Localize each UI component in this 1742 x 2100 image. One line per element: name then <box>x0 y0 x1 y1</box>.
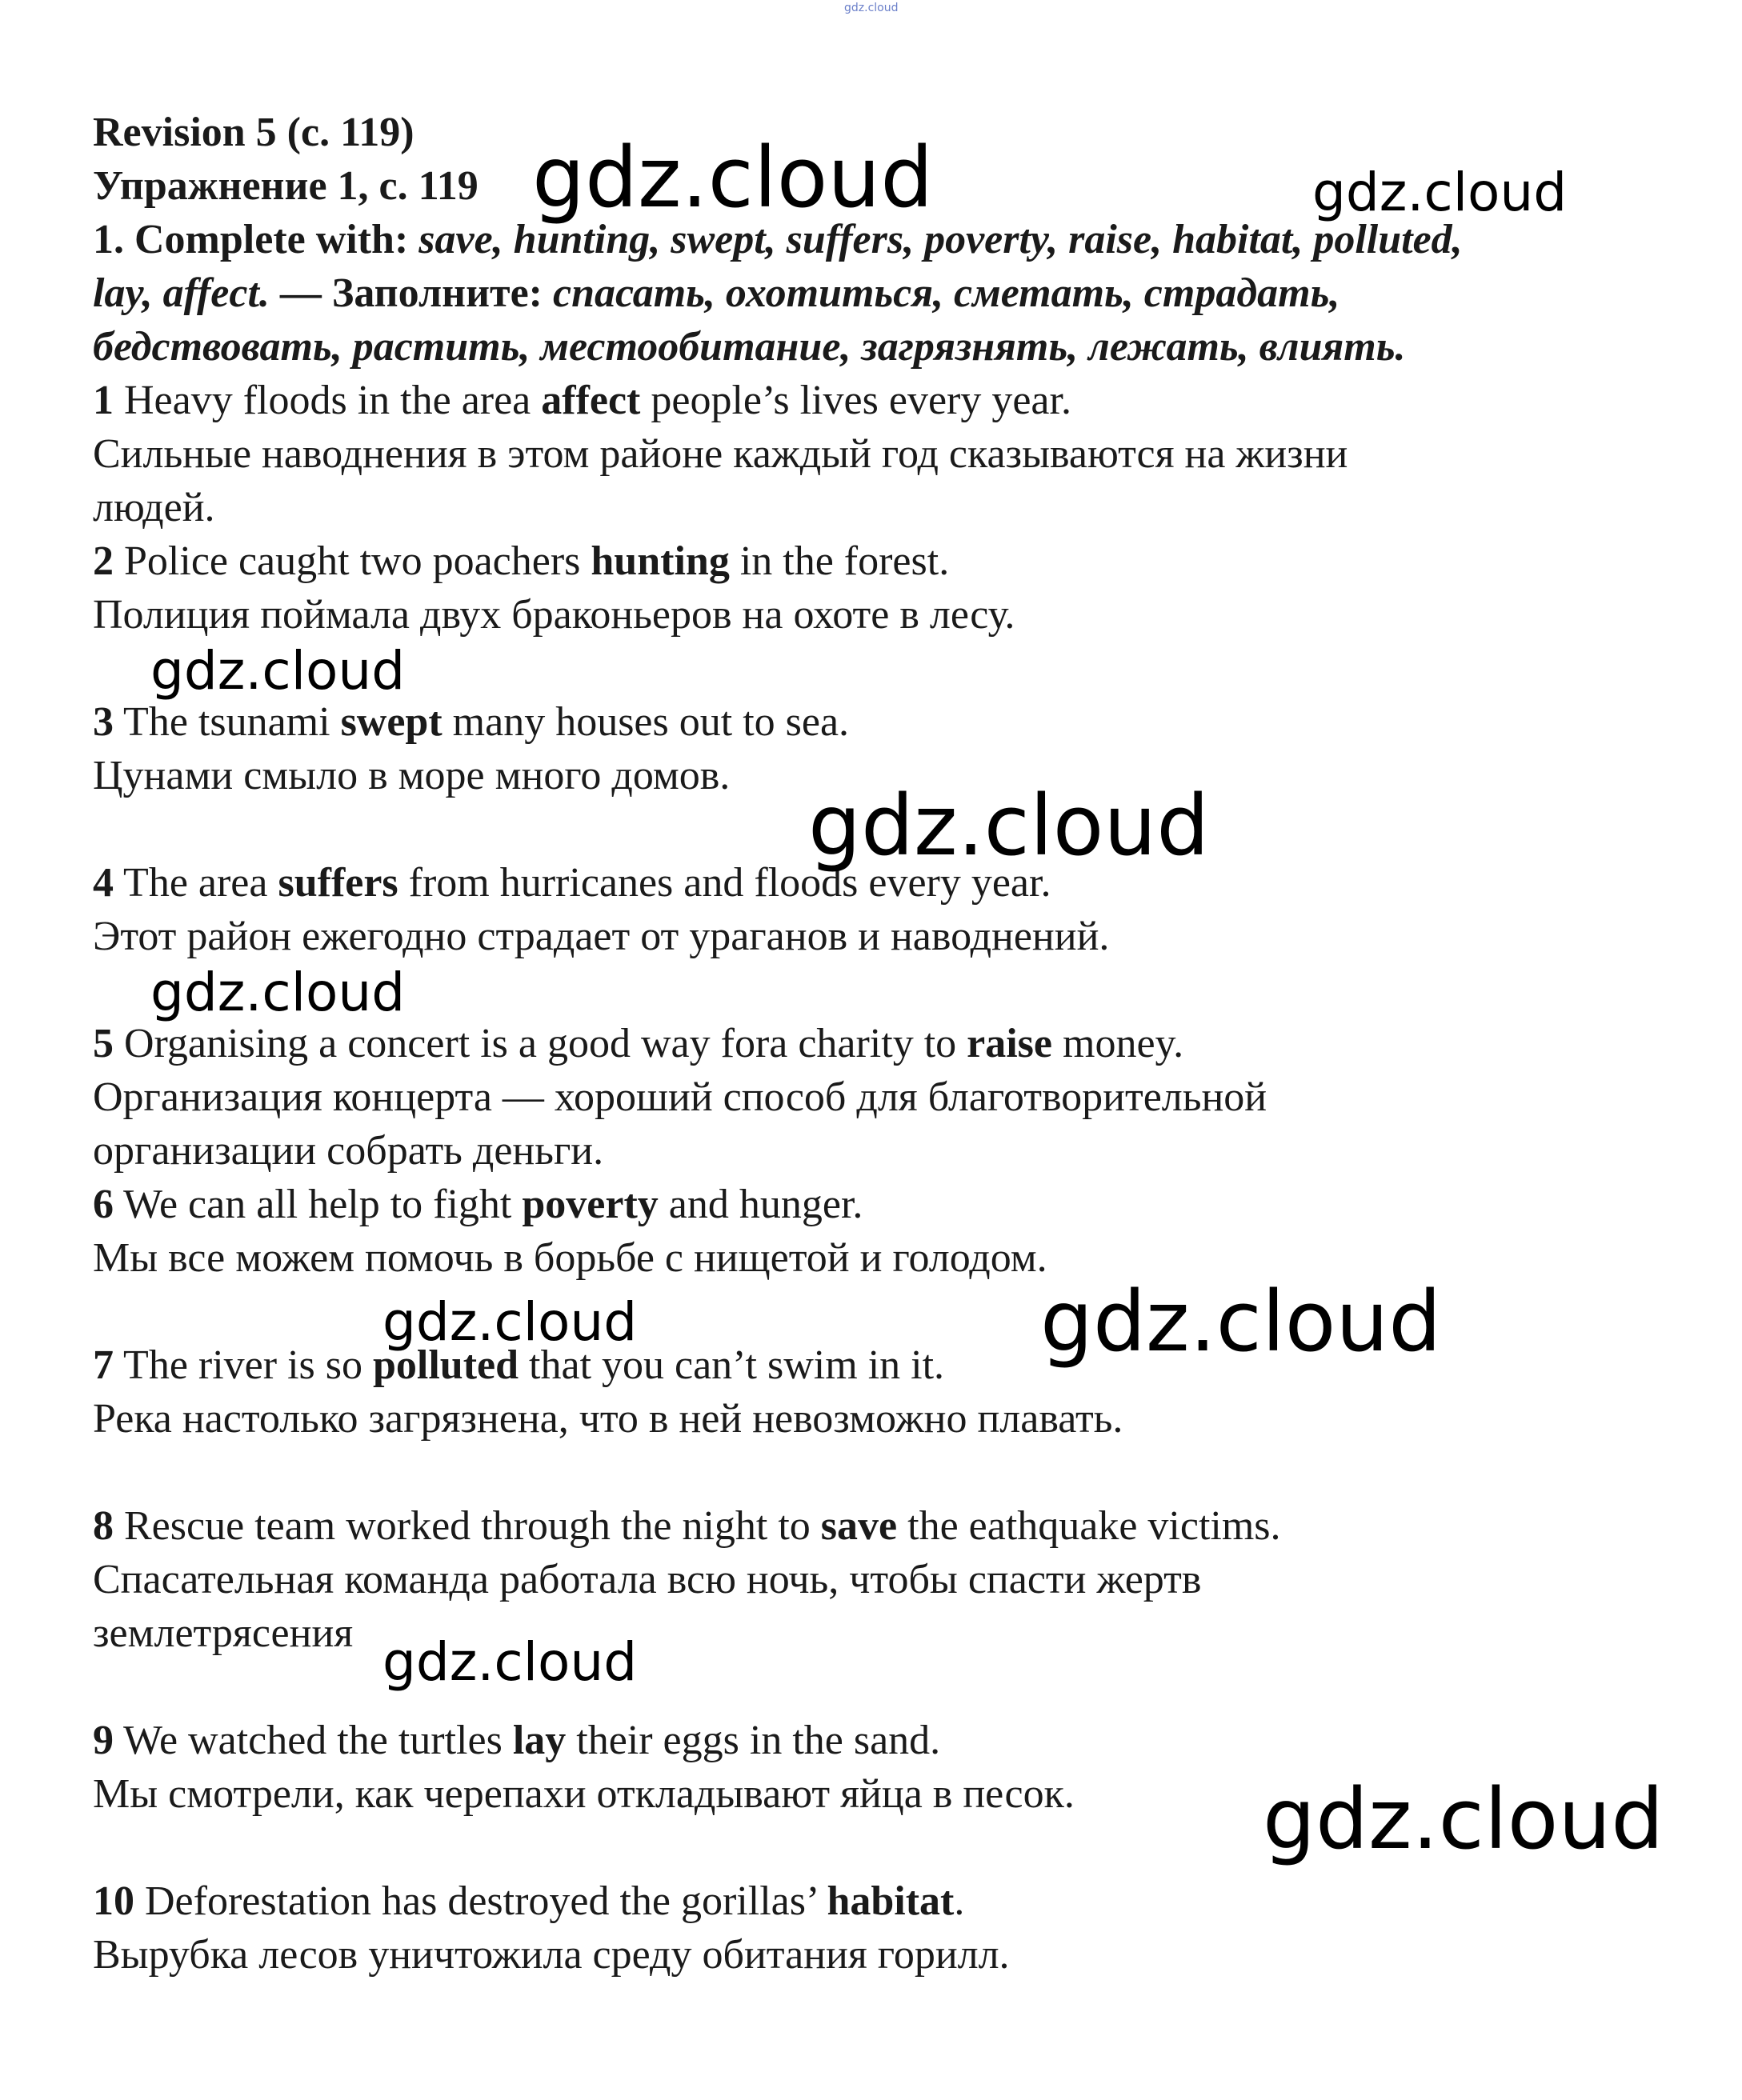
watermark: gdz.cloud <box>532 129 934 226</box>
item-text: their eggs in the sand. <box>566 1718 941 1763</box>
watermark: gdz.cloud <box>808 777 1210 874</box>
watermark: gdz.cloud <box>382 1631 638 1693</box>
item-text: from hurricanes and floods every year. <box>398 860 1051 906</box>
task-words: save, hunting, swept, suffers, poverty, raise, habitat, polluted, <box>418 217 1463 262</box>
watermark: gdz.cloud <box>150 640 406 702</box>
task-lead: 1. Complete with: <box>93 217 419 262</box>
item-en <box>93 1499 1677 1553</box>
item-number: 8 <box>93 1503 114 1549</box>
answer-word: affect <box>541 378 641 423</box>
watermark: gdz.cloud <box>1312 162 1568 223</box>
item-ru: Этот район ежегодно страдает от ураганов и наводнений. <box>93 914 1110 959</box>
item-en <box>93 695 1677 749</box>
item-text: and hunger. <box>658 1182 863 1227</box>
item-number: 7 <box>93 1342 114 1388</box>
item-ru: Спасательная команда работала всю ночь, чтобы спасти жертв <box>93 1557 1202 1602</box>
item-en <box>93 1874 1677 1928</box>
item-en <box>93 1017 1677 1070</box>
item-number: 2 <box>93 538 114 584</box>
document-title: Revision 5 (с. 119) <box>93 110 414 155</box>
document-body <box>93 106 1677 1982</box>
item-text: The river is so <box>114 1342 373 1388</box>
item-text: money. <box>1052 1021 1184 1066</box>
item-number: 4 <box>93 860 114 906</box>
item-ru: Река настолько загрязнена, что в ней невозможно плавать. <box>93 1396 1123 1442</box>
item-text: that you can’t swim in it. <box>519 1342 945 1388</box>
answer-word: raise <box>967 1021 1052 1066</box>
watermark: gdz.cloud <box>1263 1770 1664 1868</box>
item-text: Deforestation has destroyed the gorillas’ <box>134 1878 827 1924</box>
task-ru-lead: — Заполните: <box>269 270 553 316</box>
item-ru: Организация концерта — хороший способ для благотворительной <box>93 1074 1267 1120</box>
item-ru: Мы смотрели, как черепахи откладывают яйца в песок. <box>93 1771 1075 1817</box>
watermark: gdz.cloud <box>150 962 406 1023</box>
answer-word: polluted <box>372 1342 519 1388</box>
answer-word: poverty <box>522 1182 659 1227</box>
item-number: 1 <box>93 378 114 423</box>
answer-word: hunting <box>591 538 730 584</box>
item-ru: Цунами смыло в море много домов. <box>93 753 731 798</box>
exercise-heading: Упражнение 1, с. 119 <box>93 163 479 209</box>
task-ru-words-cont: бедствовать, растить, местообитание, загрязнять, лежать, влиять. <box>93 324 1406 370</box>
item-ru: людей. <box>93 485 215 530</box>
item-text: The area <box>114 860 278 906</box>
item-ru: Сильные наводнения в этом районе каждый год сказываются на жизни <box>93 431 1348 477</box>
answer-word: habitat <box>827 1878 955 1924</box>
item-number: 5 <box>93 1021 114 1066</box>
item-text: The tsunami <box>114 699 341 745</box>
answer-word: save <box>820 1503 898 1549</box>
answer-word: lay <box>512 1718 567 1763</box>
item-ru: Вырубка лесов уничтожила среду обитания горилл. <box>93 1932 1010 1978</box>
task-words-cont: lay, affect. <box>93 270 270 316</box>
item-number: 3 <box>93 699 114 745</box>
item-en <box>93 1178 1677 1231</box>
item-text: many houses out to sea. <box>442 699 850 745</box>
answer-word: suffers <box>278 860 398 906</box>
item-text: Police caught two poachers <box>114 538 591 584</box>
watermark: gdz.cloud <box>1040 1273 1442 1370</box>
task-instruction-cont <box>93 266 1677 320</box>
item-ru: Мы все можем помочь в борьбе с нищетой и голодом. <box>93 1235 1047 1281</box>
item-ru: организации собрать деньги. <box>93 1128 604 1174</box>
item-ru: Полиция поймала двух браконьеров на охоте в лесу. <box>93 592 1015 638</box>
item-number: 9 <box>93 1718 114 1763</box>
item-text: We can all help to fight <box>114 1182 523 1227</box>
item-text: Heavy floods in the area <box>114 378 542 423</box>
item-text: We watched the turtles <box>114 1718 513 1763</box>
watermark: gdz.cloud <box>382 1291 638 1353</box>
item-text: Organising a concert is a good way fora charity to <box>114 1021 967 1066</box>
item-text: Rescue team worked through the night to <box>114 1503 821 1549</box>
item-text: . <box>954 1878 965 1924</box>
item-en <box>93 374 1677 427</box>
item-number: 10 <box>93 1878 134 1924</box>
item-en <box>93 1714 1677 1767</box>
item-text: people’s lives every year. <box>640 378 1071 423</box>
item-number: 6 <box>93 1182 114 1227</box>
task-ru-words: спасать, охотиться, сметать, страдать, <box>552 270 1340 316</box>
item-ru: землетрясения <box>93 1610 354 1656</box>
answer-word: swept <box>340 699 443 745</box>
top-watermark: gdz.cloud <box>844 2 899 14</box>
item-text: in the forest. <box>729 538 950 584</box>
item-text: the eathquake victims. <box>897 1503 1281 1549</box>
item-en <box>93 534 1677 588</box>
